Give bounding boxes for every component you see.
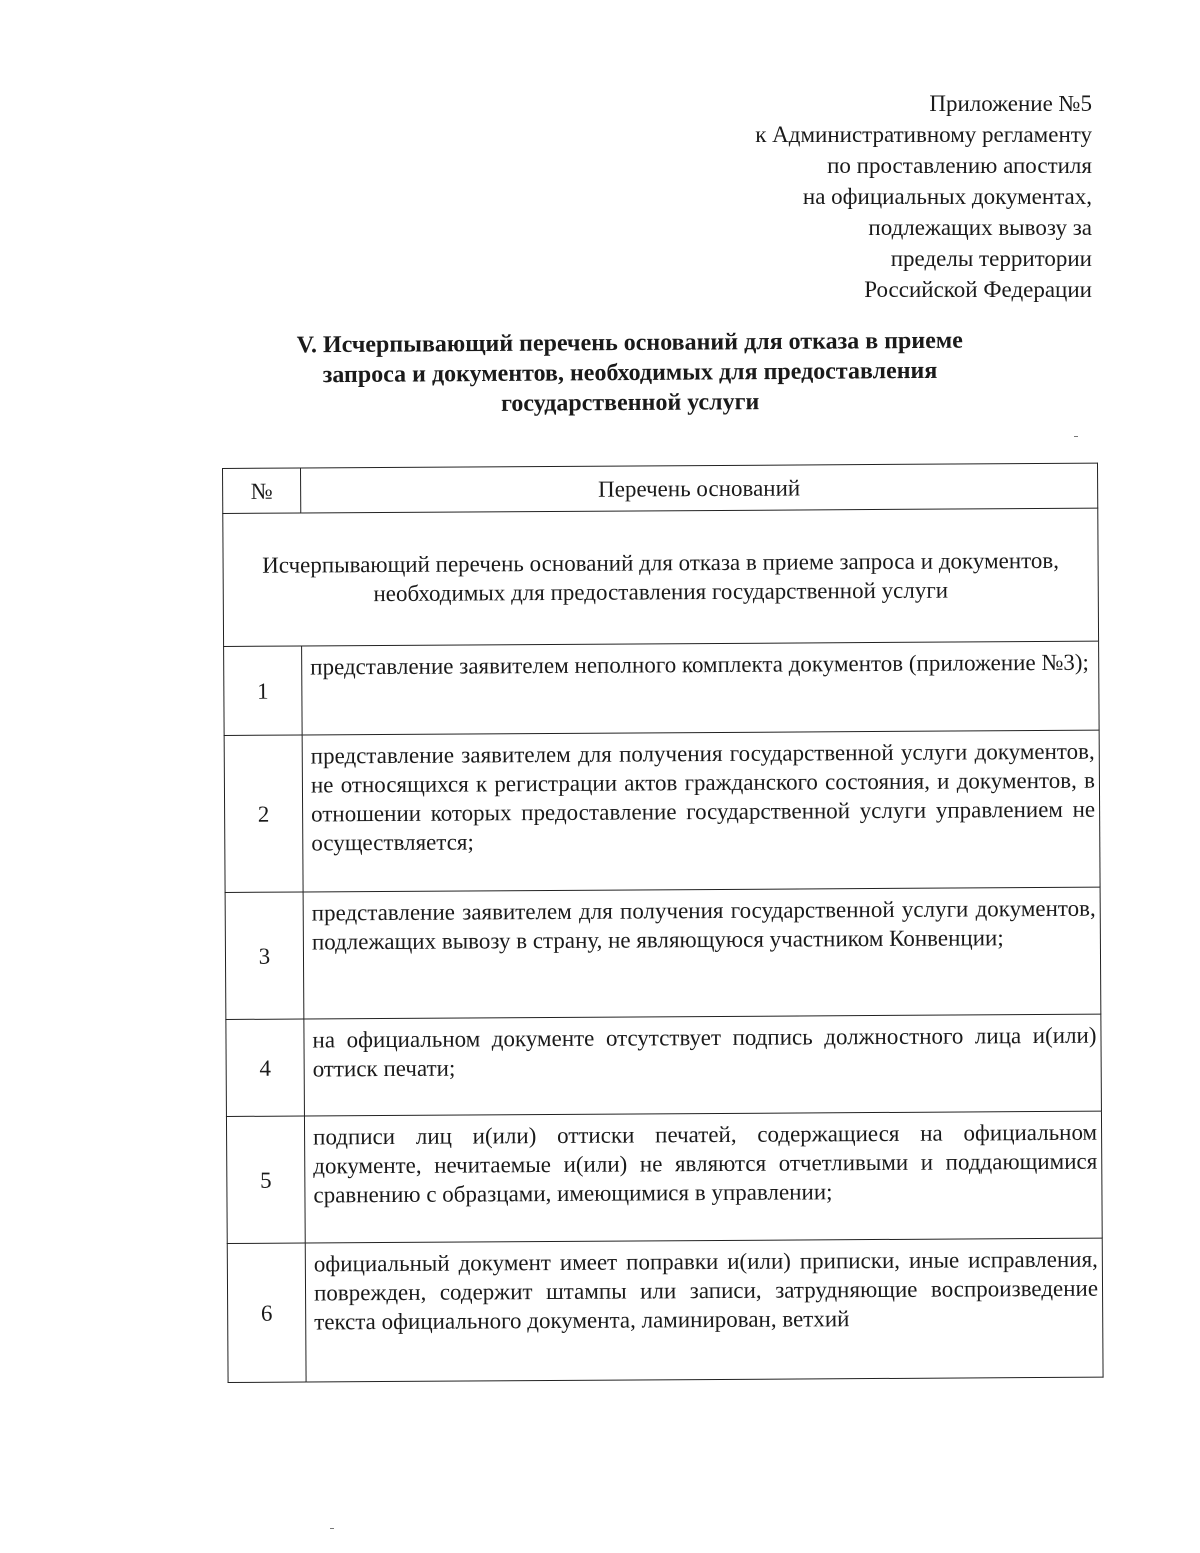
table-row [224, 730, 1100, 892]
row-number: 5 [226, 1116, 305, 1243]
row-text: представление заявителем для получения государственной услуги документов, подлежащих вывозу в страну, не являющуюся участником Конвенции; [303, 887, 1101, 1019]
row-number: 2 [224, 735, 303, 892]
row-number: 6 [227, 1243, 306, 1382]
header-num: № [223, 468, 301, 513]
section-title: Исчерпывающий перечень оснований для отказа в приеме запроса и документов, необходимых для предоставления государственной услуги [223, 508, 1099, 646]
row-text: на официальном документе отсутствует подпись должностного лица и(или) оттиск печати; [304, 1014, 1102, 1116]
reasons-table [222, 463, 1104, 1383]
row-number: 3 [225, 892, 304, 1019]
table-row [225, 887, 1101, 1019]
appendix-line: пределы территории [890, 246, 1092, 271]
row-number: 4 [226, 1019, 305, 1116]
table-header-row [223, 463, 1098, 513]
reasons-table-wrapper [222, 463, 1104, 1383]
heading-line: запроса и документов, необходимых для предоставления [322, 357, 938, 389]
appendix-line: подлежащих вывозу за [868, 215, 1092, 240]
appendix-line: Приложение №5 [929, 91, 1092, 116]
appendix-line: на официальных документах, [802, 184, 1092, 209]
appendix-note [755, 88, 1092, 305]
table-row [226, 1111, 1102, 1243]
table-row [224, 641, 1100, 735]
appendix-line: по проставлению апостиля [827, 153, 1092, 178]
row-text: подписи лиц и(или) оттиски печатей, содержащиеся на официальном документе, нечитаемые и(или) не являются отчетливыми и поддающимися сравнению с образцами, имеющимися в управлении; [304, 1111, 1102, 1243]
row-text: представление заявителем для получения государственной услуги документов, не относящихся к регистрации актов гражданского состояния, и документов, в отношении которых предоставление государственной услуги управлением не осуществляется; [302, 730, 1100, 892]
table-row [226, 1014, 1102, 1116]
row-number: 1 [224, 646, 303, 735]
appendix-line: Российской Федерации [864, 277, 1092, 302]
table-row [227, 1238, 1103, 1382]
scan-speck [1074, 436, 1078, 437]
heading-line: государственной услуги [500, 389, 760, 417]
heading-line: V. Исчерпывающий перечень оснований для отказа в приеме [296, 327, 963, 359]
row-text: официальный документ имеет поправки и(или) приписки, иные исправления, поврежден, содержит штампы или записи, затрудняющие воспроизведение текста официального документа, ламинирован, ветхий [305, 1238, 1103, 1382]
section-heading [200, 325, 1061, 421]
appendix-line: к Административному регламенту [755, 122, 1092, 147]
scan-speck [330, 1528, 334, 1529]
section-row [223, 508, 1099, 646]
header-reasons: Перечень оснований [301, 463, 1098, 513]
row-text: представление заявителем неполного комплекта документов (приложение №3); [302, 641, 1100, 735]
